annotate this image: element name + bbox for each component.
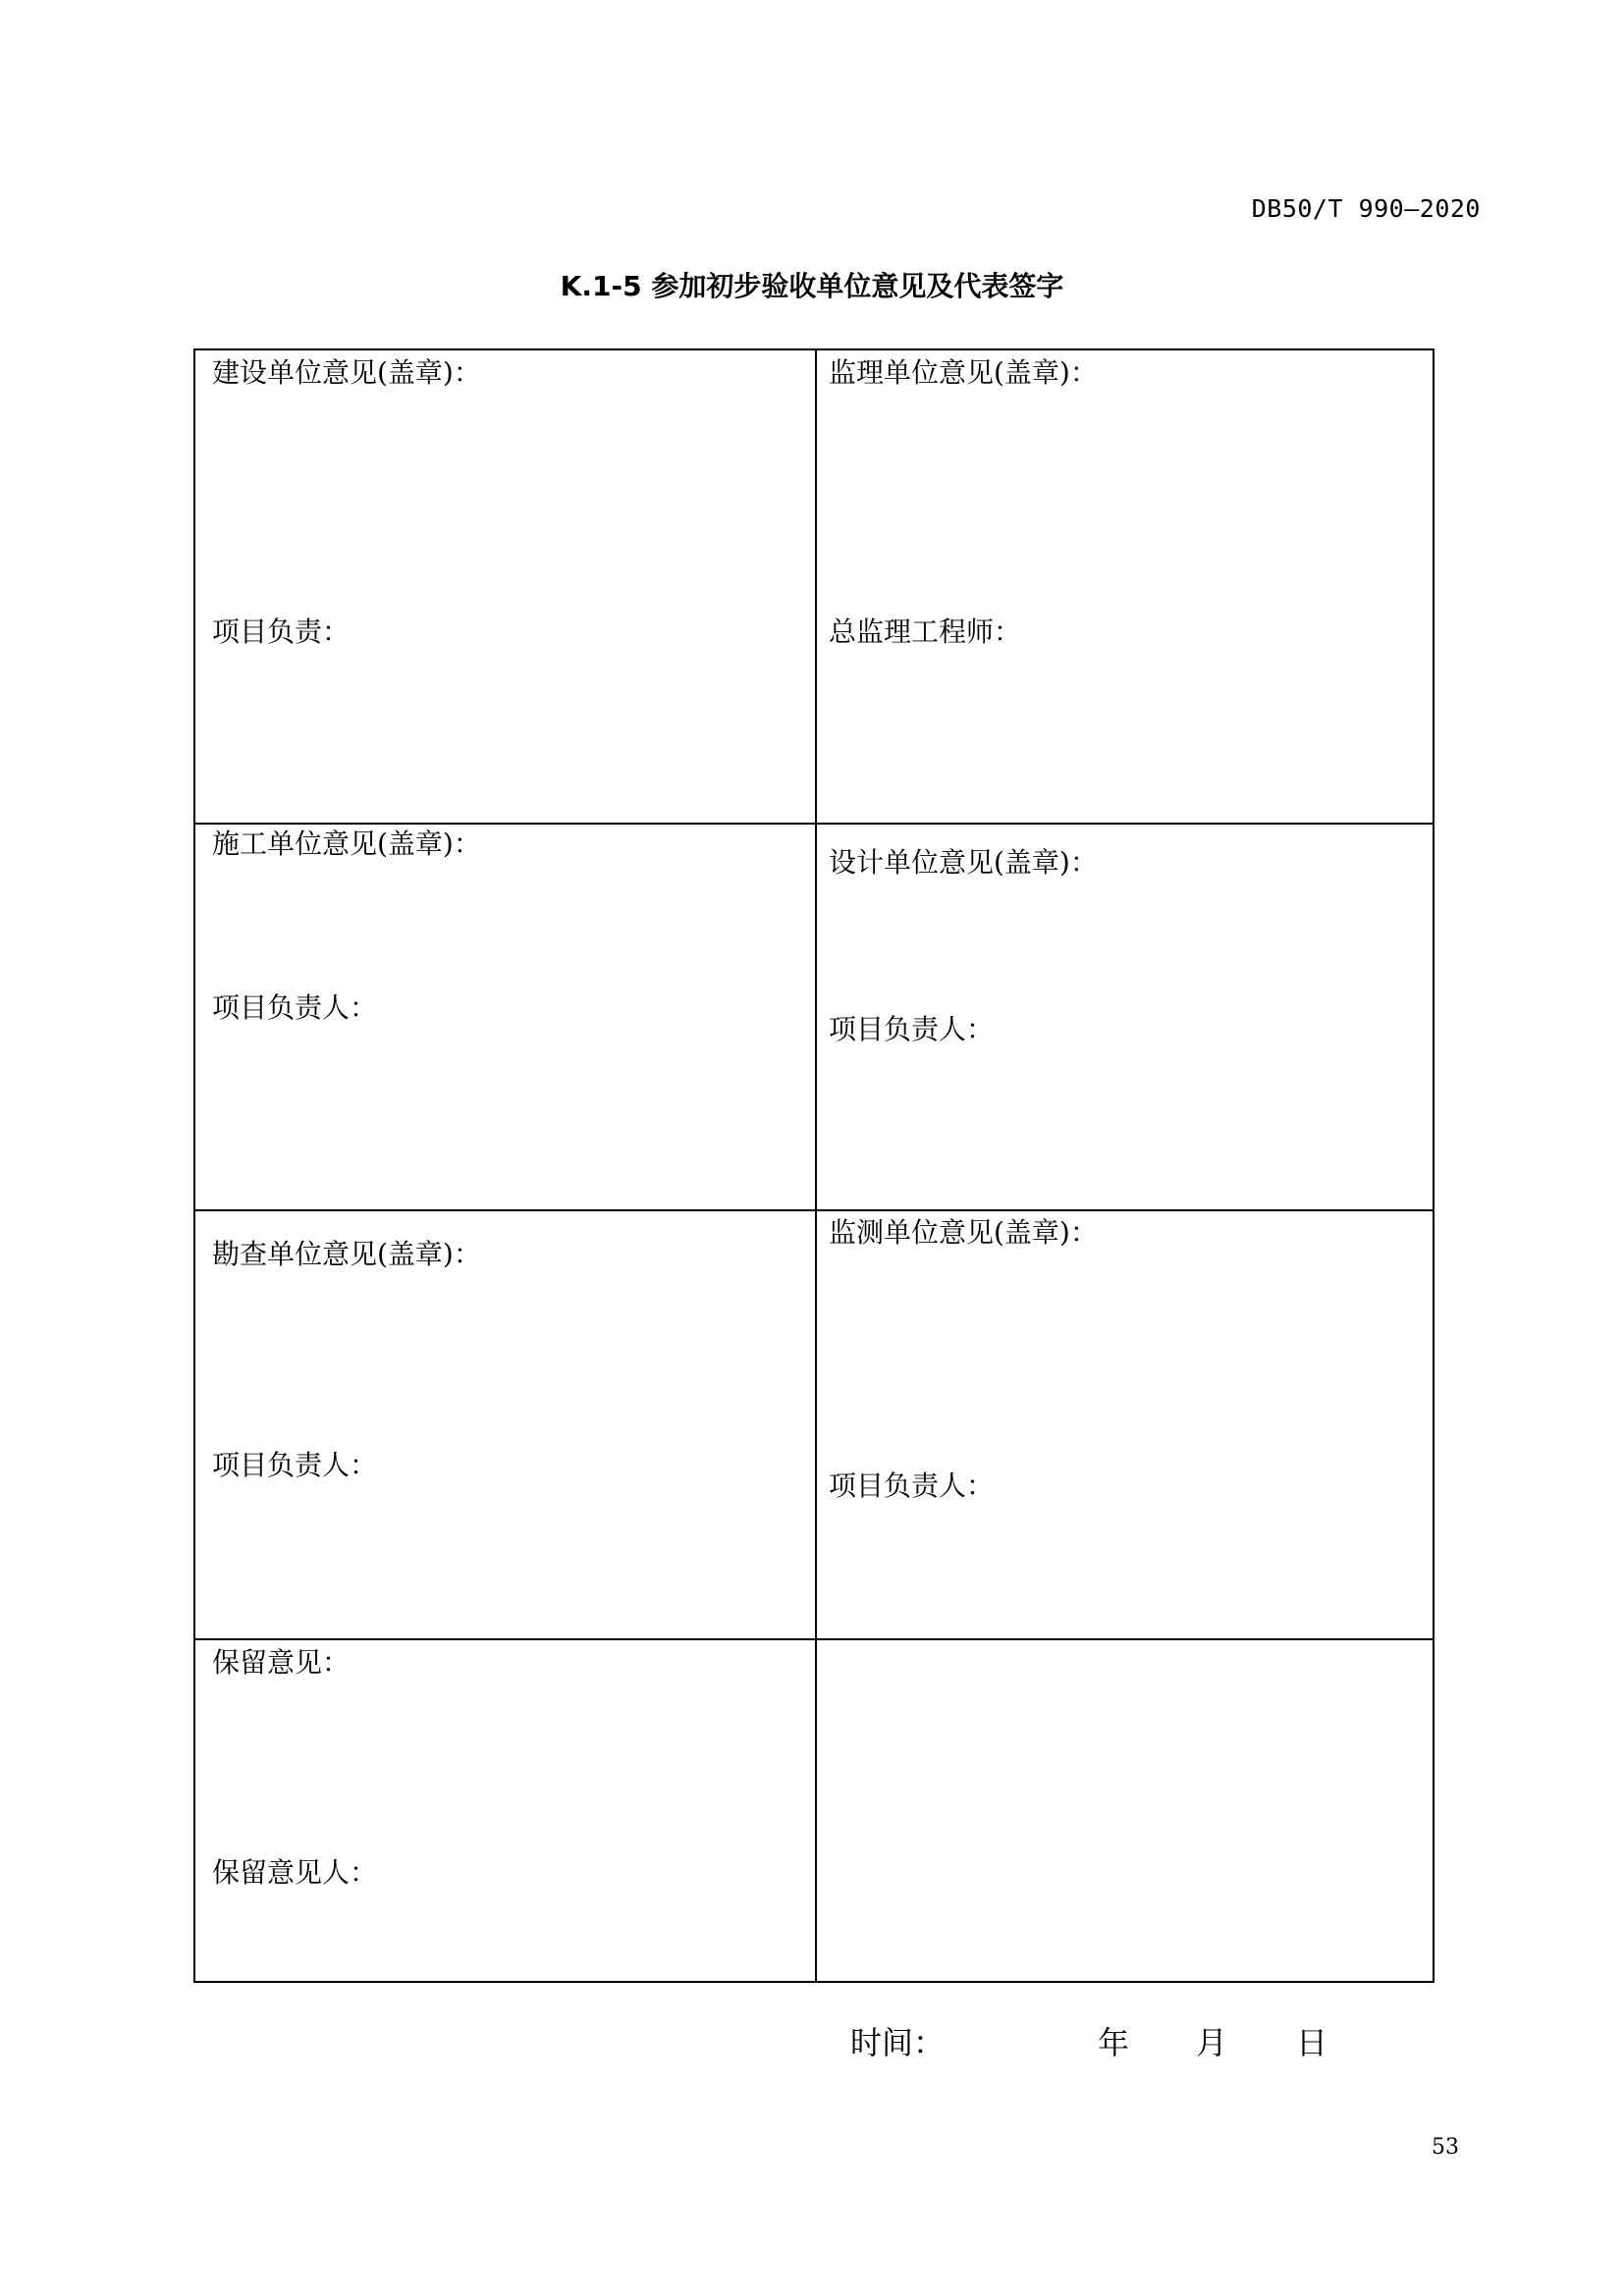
monitoring-unit-sign-label: 项目负责人：	[829, 1469, 995, 1502]
time-label: 时间：	[850, 2024, 946, 2061]
construction-unit-opinion-label: 建设单位意见(盖章)：	[212, 356, 481, 389]
survey-unit-sign-label: 项目负责人：	[212, 1449, 378, 1481]
design-unit-sign-label: 项目负责人：	[829, 1013, 995, 1045]
reserved-opinion-label: 保留意见：	[212, 1646, 351, 1679]
chief-supervising-engineer-label: 总监理工程师：	[829, 615, 1022, 648]
builder-unit-sign-label: 项目负责人：	[212, 991, 378, 1024]
supervision-unit-opinion-label: 监理单位意见(盖章)：	[829, 356, 1098, 389]
page-number: 53	[1432, 2135, 1459, 2160]
builder-unit-cell[interactable]	[195, 825, 815, 1209]
supervision-unit-cell[interactable]	[817, 350, 1435, 823]
construction-unit-sign-label: 项目负责：	[212, 615, 351, 648]
month-label: 月	[1196, 2024, 1228, 2061]
construction-unit-cell[interactable]	[195, 350, 815, 823]
monitoring-unit-cell[interactable]	[817, 1211, 1435, 1638]
page-title: K.1-5 参加初步验收单位意见及代表签字	[560, 270, 1064, 302]
document-code: DB50/T 990—2020	[1251, 194, 1481, 223]
acceptance-opinion-table	[193, 348, 1435, 1983]
design-unit-cell[interactable]	[817, 825, 1435, 1209]
design-unit-opinion-label: 设计单位意见(盖章)：	[829, 846, 1098, 879]
builder-unit-opinion-label: 施工单位意见(盖章)：	[212, 828, 481, 860]
monitoring-unit-opinion-label: 监测单位意见(盖章)：	[829, 1216, 1098, 1249]
day-label: 日	[1296, 2024, 1328, 2061]
year-label: 年	[1098, 2024, 1130, 2061]
survey-unit-cell[interactable]	[195, 1211, 815, 1638]
empty-cell[interactable]	[817, 1640, 1435, 1983]
reserved-opinion-person-label: 保留意见人：	[212, 1856, 378, 1889]
survey-unit-opinion-label: 勘查单位意见(盖章)：	[212, 1238, 481, 1270]
reserved-opinion-cell[interactable]	[195, 1640, 815, 1983]
